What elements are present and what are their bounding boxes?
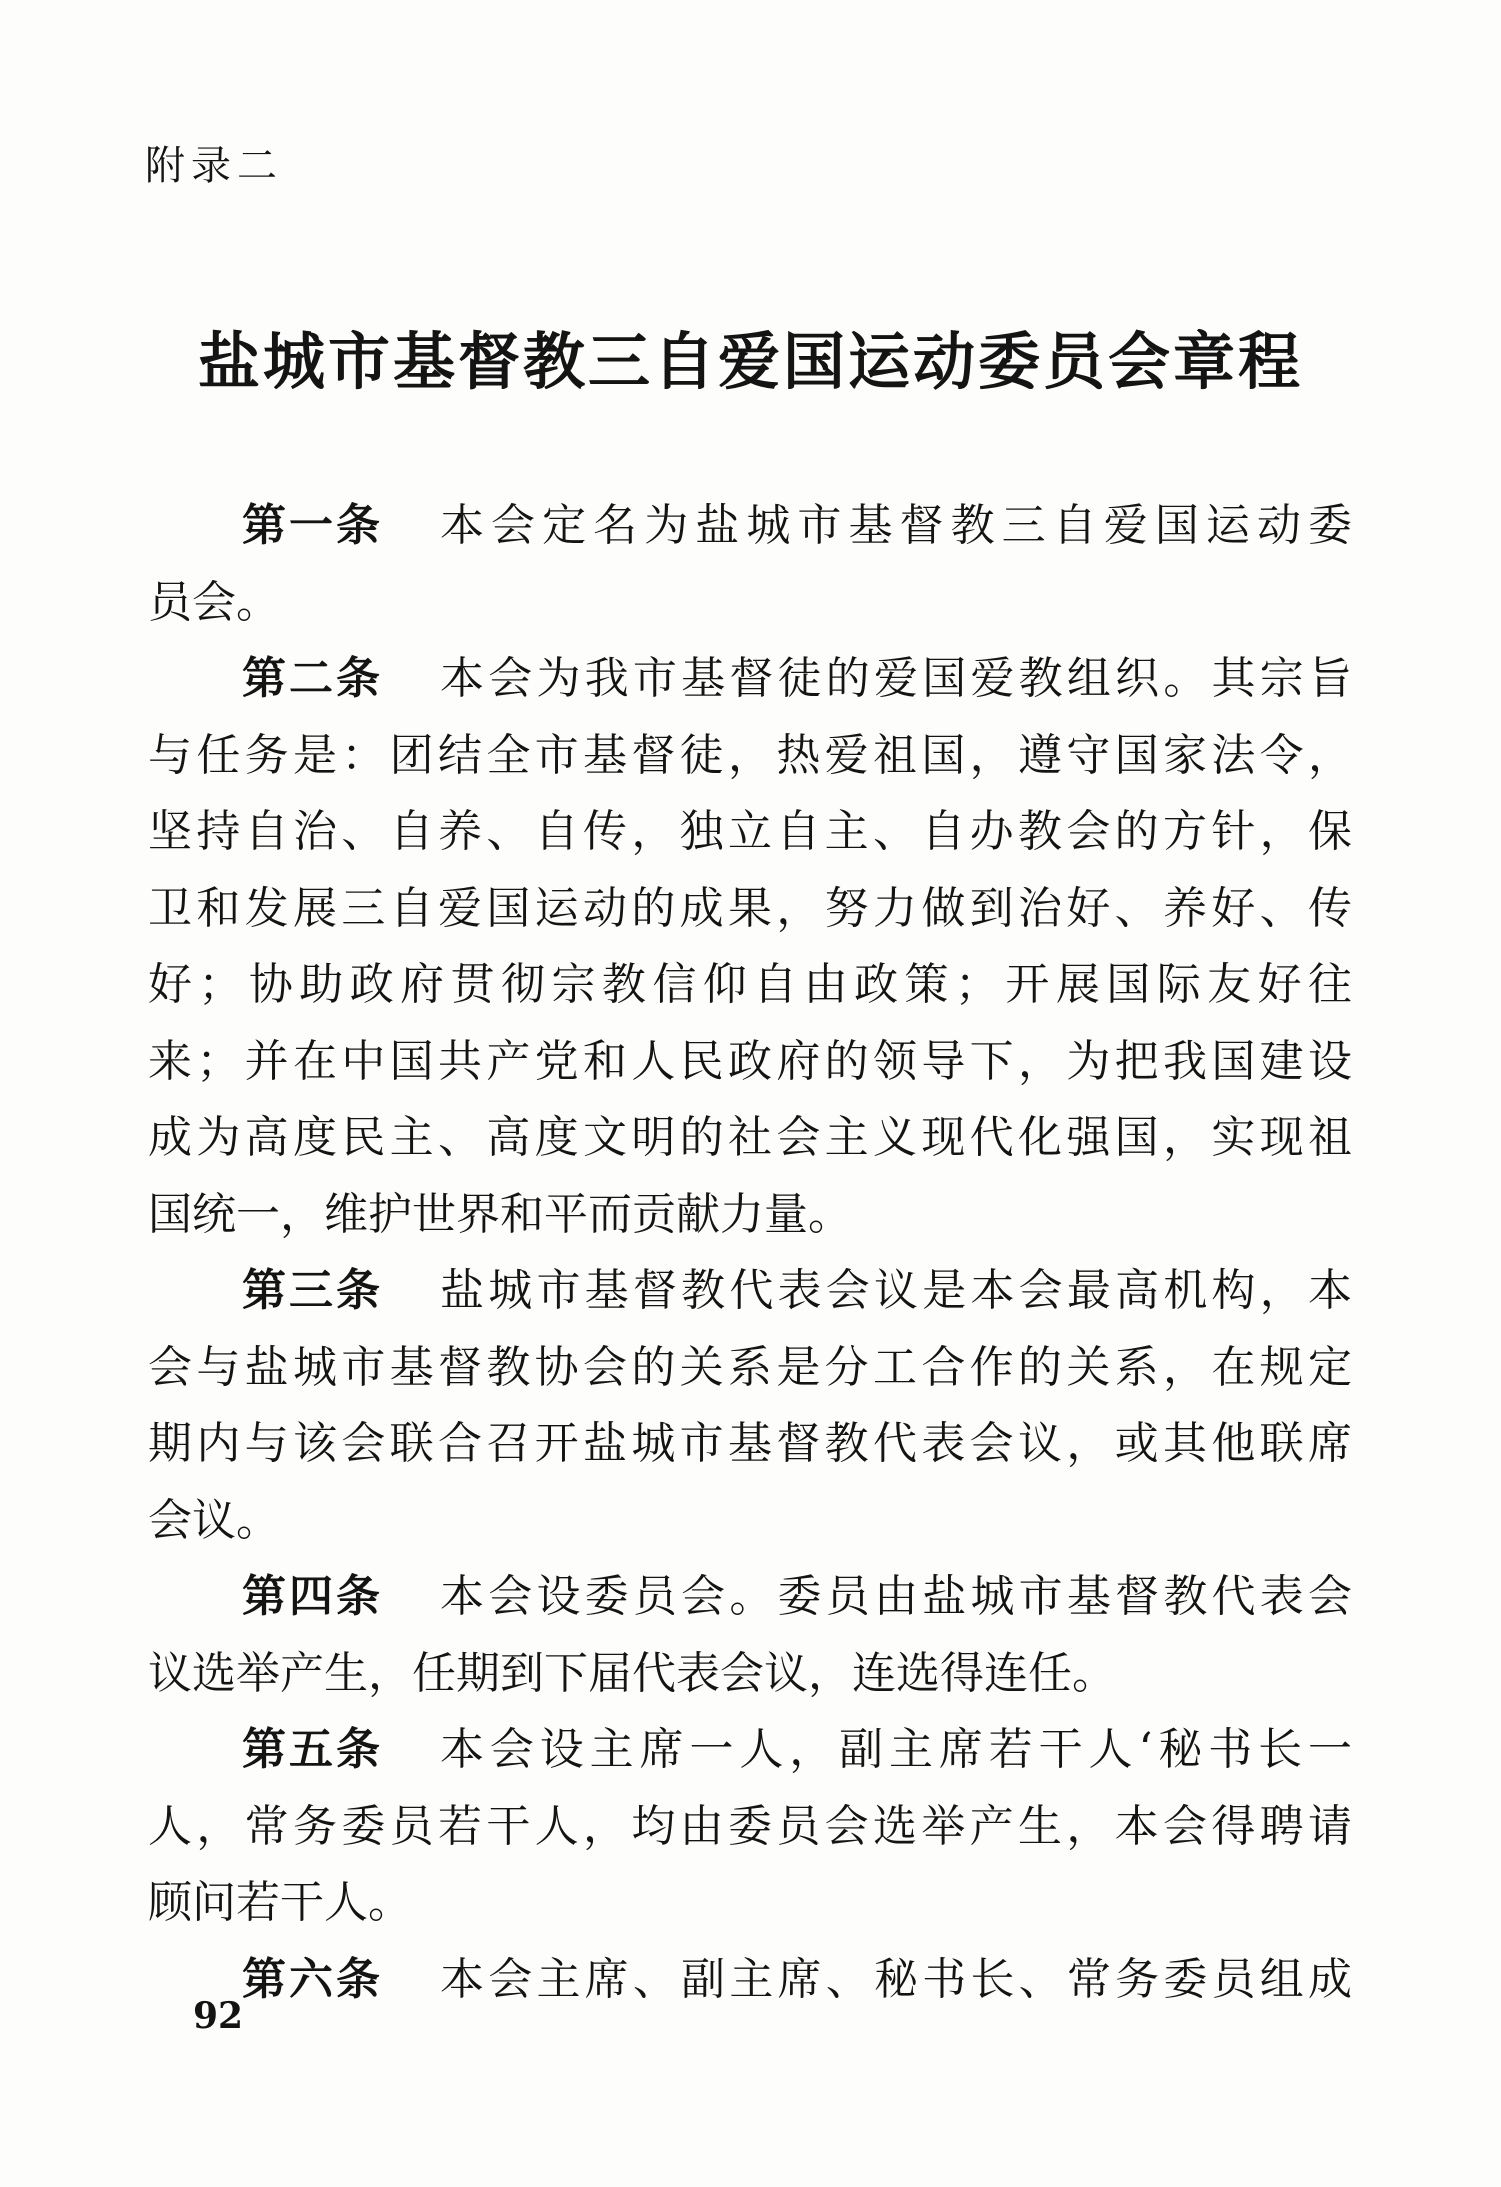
article-4-line-1: 本会设委员会。委员由盐城市基督教代表会 [440, 1571, 1352, 1622]
appendix-running-head: 附录二 [145, 143, 283, 189]
article-2-line-7: 成为高度民主、高度文明的社会主义现代化强国，实现祖 [148, 1112, 1352, 1163]
article-6-line-1: 本会主席、副主席、秘书长、常务委员组成 [440, 1953, 1352, 2005]
article-5-label: 第五条 [242, 1724, 383, 1775]
article-2-label: 第二条 [242, 653, 383, 704]
article-3-line-4: 会议。 [148, 1494, 280, 1546]
article-2-line-3: 坚持自治、自养、自传，独立自主、自办教会的方针，保 [148, 806, 1352, 857]
article-1-line-1: 本会定名为盐城市基督教三自爱国运动委 [440, 500, 1352, 551]
article-5-line-3: 顾问若干人。 [148, 1877, 412, 1928]
article-2-line-1: 本会为我市基督徒的爱国爱教组织。其宗旨 [440, 653, 1352, 704]
document-title: 盐城市基督教三自爱国运动委员会章程 [197, 325, 1303, 398]
article-1-label: 第一条 [242, 500, 383, 551]
article-4-first-line [148, 1559, 1352, 1636]
article-3-line-3: 期内与该会联合召开盐城市基督教代表会议，或其他联席 [148, 1418, 1352, 1469]
article-2-line-2: 与任务是：团结全市基督徒，热爱祖国，遵守国家法令， [148, 729, 1352, 781]
article-2-line-6: 来；并在中国共产党和人民政府的领导下，为把我国建设 [148, 1035, 1352, 1087]
article-6-first-line [148, 1942, 1352, 2019]
charter-body [148, 488, 1352, 2018]
article-5-line-1: 本会设主席一人，副主席若干人‘秘书长一 [440, 1724, 1352, 1775]
article-2-line-5: 好；协助政府贯彻宗教信仰自由政策；开展国际友好往 [148, 959, 1352, 1010]
article-2-line-4: 卫和发展三自爱国运动的成果，努力做到治好、养好、传 [148, 882, 1352, 934]
page-number: 92 [193, 1995, 244, 2037]
article-4-line-2: 议选举产生，任期到下届代表会议，连选得连任。 [148, 1647, 1116, 1699]
article-1-line-2: 员会。 [148, 576, 280, 628]
article-3-line-2: 会与盐城市基督教协会的关系是分工合作的关系，在规定 [148, 1341, 1352, 1393]
article-3-first-line [148, 1253, 1352, 1330]
article-4-label: 第四条 [242, 1571, 383, 1622]
article-1-first-line [148, 488, 1352, 565]
article-6-label: 第六条 [242, 1953, 383, 2005]
article-2-first-line [148, 641, 1352, 718]
article-5-first-line [148, 1712, 1352, 1789]
article-2-line-8: 国统一，维护世界和平而贡献力量。 [148, 1188, 852, 1240]
article-3-line-1: 盐城市基督教代表会议是本会最高机构，本 [440, 1265, 1352, 1316]
article-5-line-2: 人，常务委员若干人，均由委员会选举产生，本会得聘请 [148, 1800, 1352, 1852]
article-3-label: 第三条 [242, 1265, 383, 1316]
